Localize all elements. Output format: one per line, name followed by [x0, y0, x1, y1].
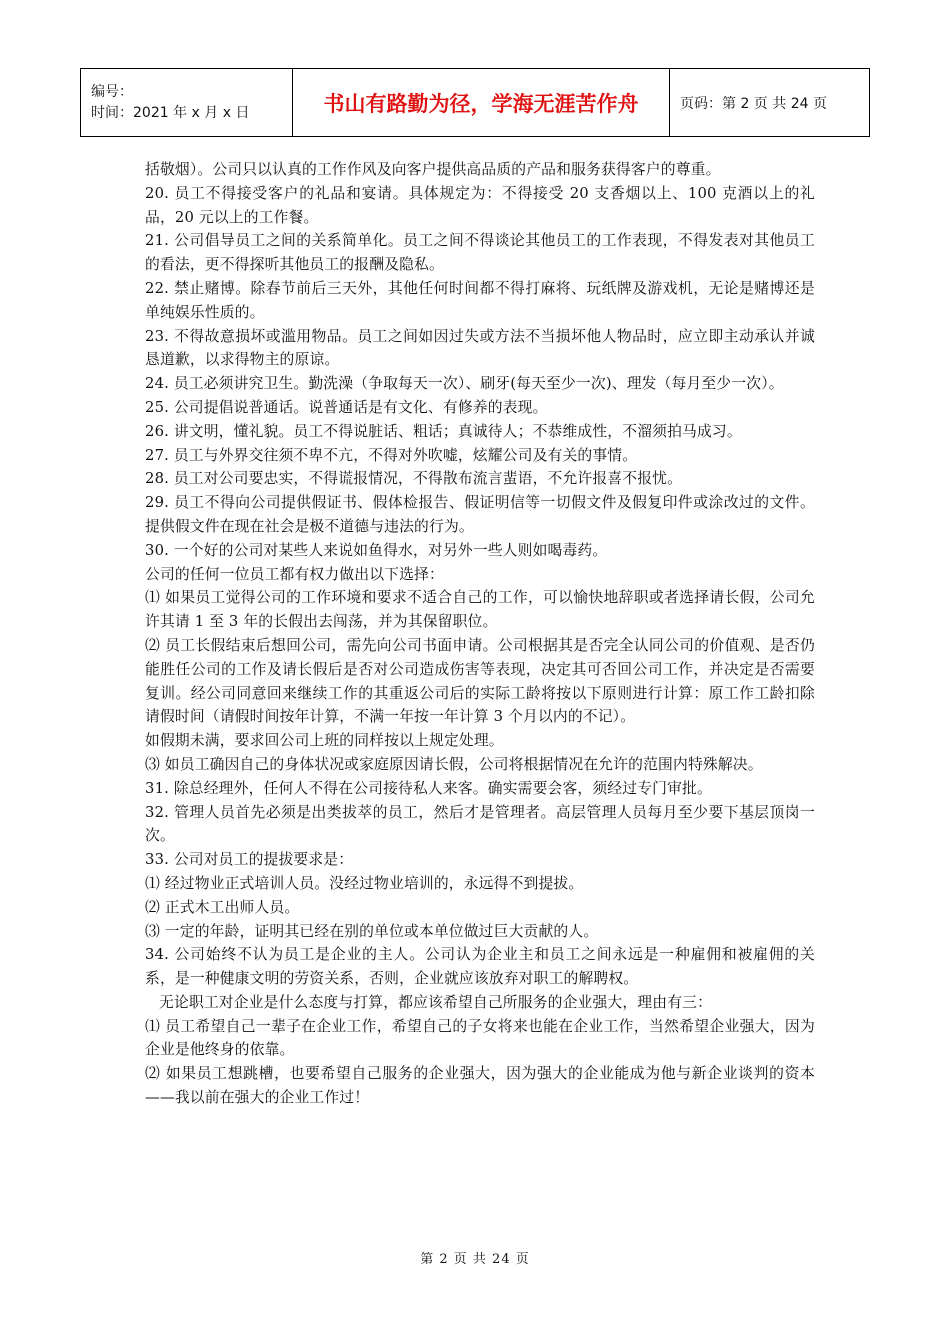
document-number-label: 编号： — [91, 83, 133, 100]
paragraph: 无论职工对企业是什么态度与打算，都应该希望自己所服务的企业强大，理由有三： — [159, 993, 713, 1011]
paragraph: 26. 讲文明，懂礼貌。员工不得说脏话、粗话；真诚待人；不恭维成性，不溜须拍马成习。 — [145, 422, 742, 440]
paragraph: 32. 管理人员首先必须是出类拔萃的员工，然后才是管理者。高层管理人员每月至少要下基层顶岗一次。 — [145, 803, 815, 845]
paragraph: 公司的任何一位员工都有权力做出以下选择： — [145, 565, 444, 583]
paragraph: 22. 禁止赌博。除春节前后三天外，其他任何时间都不得打麻将、玩纸牌及游戏机，无论是赌博还是单纯娱乐性质的。 — [145, 279, 815, 321]
paragraph: ⑵ 员工长假结束后想回公司，需先向公司书面申请。公司根据其是否完全认同公司的价值观、是否仍能胜任公司的工作及请长假后是否对公司造成伤害等表现，决定其可否回公司工作，并决定是否需要复训。经公司同意回来继续工作的其重返公司后的实际工龄将按以下原则进行计算：原工作工龄扣除请假时间（请假时间按年计算，不满一年按一年计算 3 个月以内的不记）。 — [145, 636, 815, 726]
header-meta-cell — [81, 69, 293, 137]
paragraph: ⑶ 一定的年龄，证明其已经在别的单位或本单位做过巨大贡献的人。 — [145, 922, 599, 940]
paragraph: 括敬烟）。公司只以认真的工作作风及向客户提供高品质的产品和服务获得客户的尊重。 — [145, 161, 721, 178]
paragraph: 33. 公司对员工的提拔要求是： — [145, 851, 354, 869]
paragraph: 24. 员工必须讲究卫生。勤洗澡（争取每天一次）、刷牙(每天至少一次)、理发（每月至少一次）。 — [145, 375, 784, 393]
paragraph: 23. 不得故意损坏或滥用物品。员工之间如因过失或方法不当损坏他人物品时，应立即主动承认并诚恳道歉，以求得物主的原谅。 — [145, 327, 815, 369]
header-motto: 书山有路勤为径，学海无涯苦作舟 — [293, 69, 670, 137]
paragraph: 25. 公司提倡说普通话。说普通话是有文化、有修养的表现。 — [145, 398, 548, 416]
paragraph: 如假期未满，要求回公司上班的同样按以上规定处理。 — [145, 732, 504, 750]
paragraph: ⑴ 员工希望自己一辈子在企业工作，希望自己的子女将来也能在企业工作，当然希望企业强大，因为企业是他终身的依靠。 — [145, 1017, 815, 1059]
paragraph: 29. 员工不得向公司提供假证书、假体检报告、假证明信等一切假文件及假复印件或涂改过的文件。提供假文件在现在社会是极不道德与违法的行为。 — [145, 494, 815, 535]
document-body — [145, 158, 815, 1110]
paragraph: ⑵ 正式木工出师人员。 — [145, 898, 300, 916]
paragraph: 30. 一个好的公司对某些人来说如鱼得水，对另外一些人则如喝毒药。 — [145, 541, 608, 559]
paragraph: ⑴ 经过物业正式培训人员。没经过物业培训的，永远得不到提拔。 — [145, 874, 584, 892]
paragraph: 34. 公司始终不认为员工是企业的主人。公司认为企业主和员工之间永远是一种雇佣和被雇佣的关系，是一种健康文明的劳资关系，否则，企业就应该放弃对职工的解聘权。 — [145, 946, 815, 988]
paragraph: 31. 除总经理外，任何人不得在公司接待私人来客。确实需要会客，须经过专门审批。 — [145, 779, 712, 797]
header-page-number: 页码：第 2 页 共 24 页 — [670, 69, 870, 137]
page-footer: 第 2 页 共 24 页 — [420, 1252, 530, 1267]
paragraph: ⑴ 如果员工觉得公司的工作环境和要求不适合自己的工作，可以愉快地辞职或者选择请长假，公司允许其请 1 至 3 年的长假出去闯荡，并为其保留职位。 — [145, 589, 815, 631]
document-header — [80, 68, 870, 137]
paragraph: ⑶ 如员工确因自己的身体状况或家庭原因请长假，公司将根据情况在允许的范围内特殊解决。 — [145, 755, 763, 773]
document-date-label: 时间：2021 年 x 月 x 日 — [91, 104, 250, 121]
paragraph: 21. 公司倡导员工之间的关系简单化。员工之间不得谈论其他员工的工作表现，不得发表对其他员工的看法，更不得探听其他员工的报酬及隐私。 — [145, 232, 815, 274]
paragraph: ⑵ 如果员工想跳槽，也要希望自己服务的企业强大，因为强大的企业能成为他与新企业谈判的资本——我以前在强大的企业工作过！ — [145, 1065, 815, 1107]
paragraph: 20. 员工不得接受客户的礼品和宴请。具体规定为：不得接受 20 支香烟以上、100 克酒以上的礼品，20 元以上的工作餐。 — [145, 184, 815, 226]
paragraph: 27. 员工与外界交往须不卑不亢，不得对外吹嘘，炫耀公司及有关的事情。 — [145, 446, 638, 464]
paragraph: 28. 员工对公司要忠实，不得谎报情况，不得散布流言蜚语，不允许报喜不报忧。 — [145, 470, 683, 488]
